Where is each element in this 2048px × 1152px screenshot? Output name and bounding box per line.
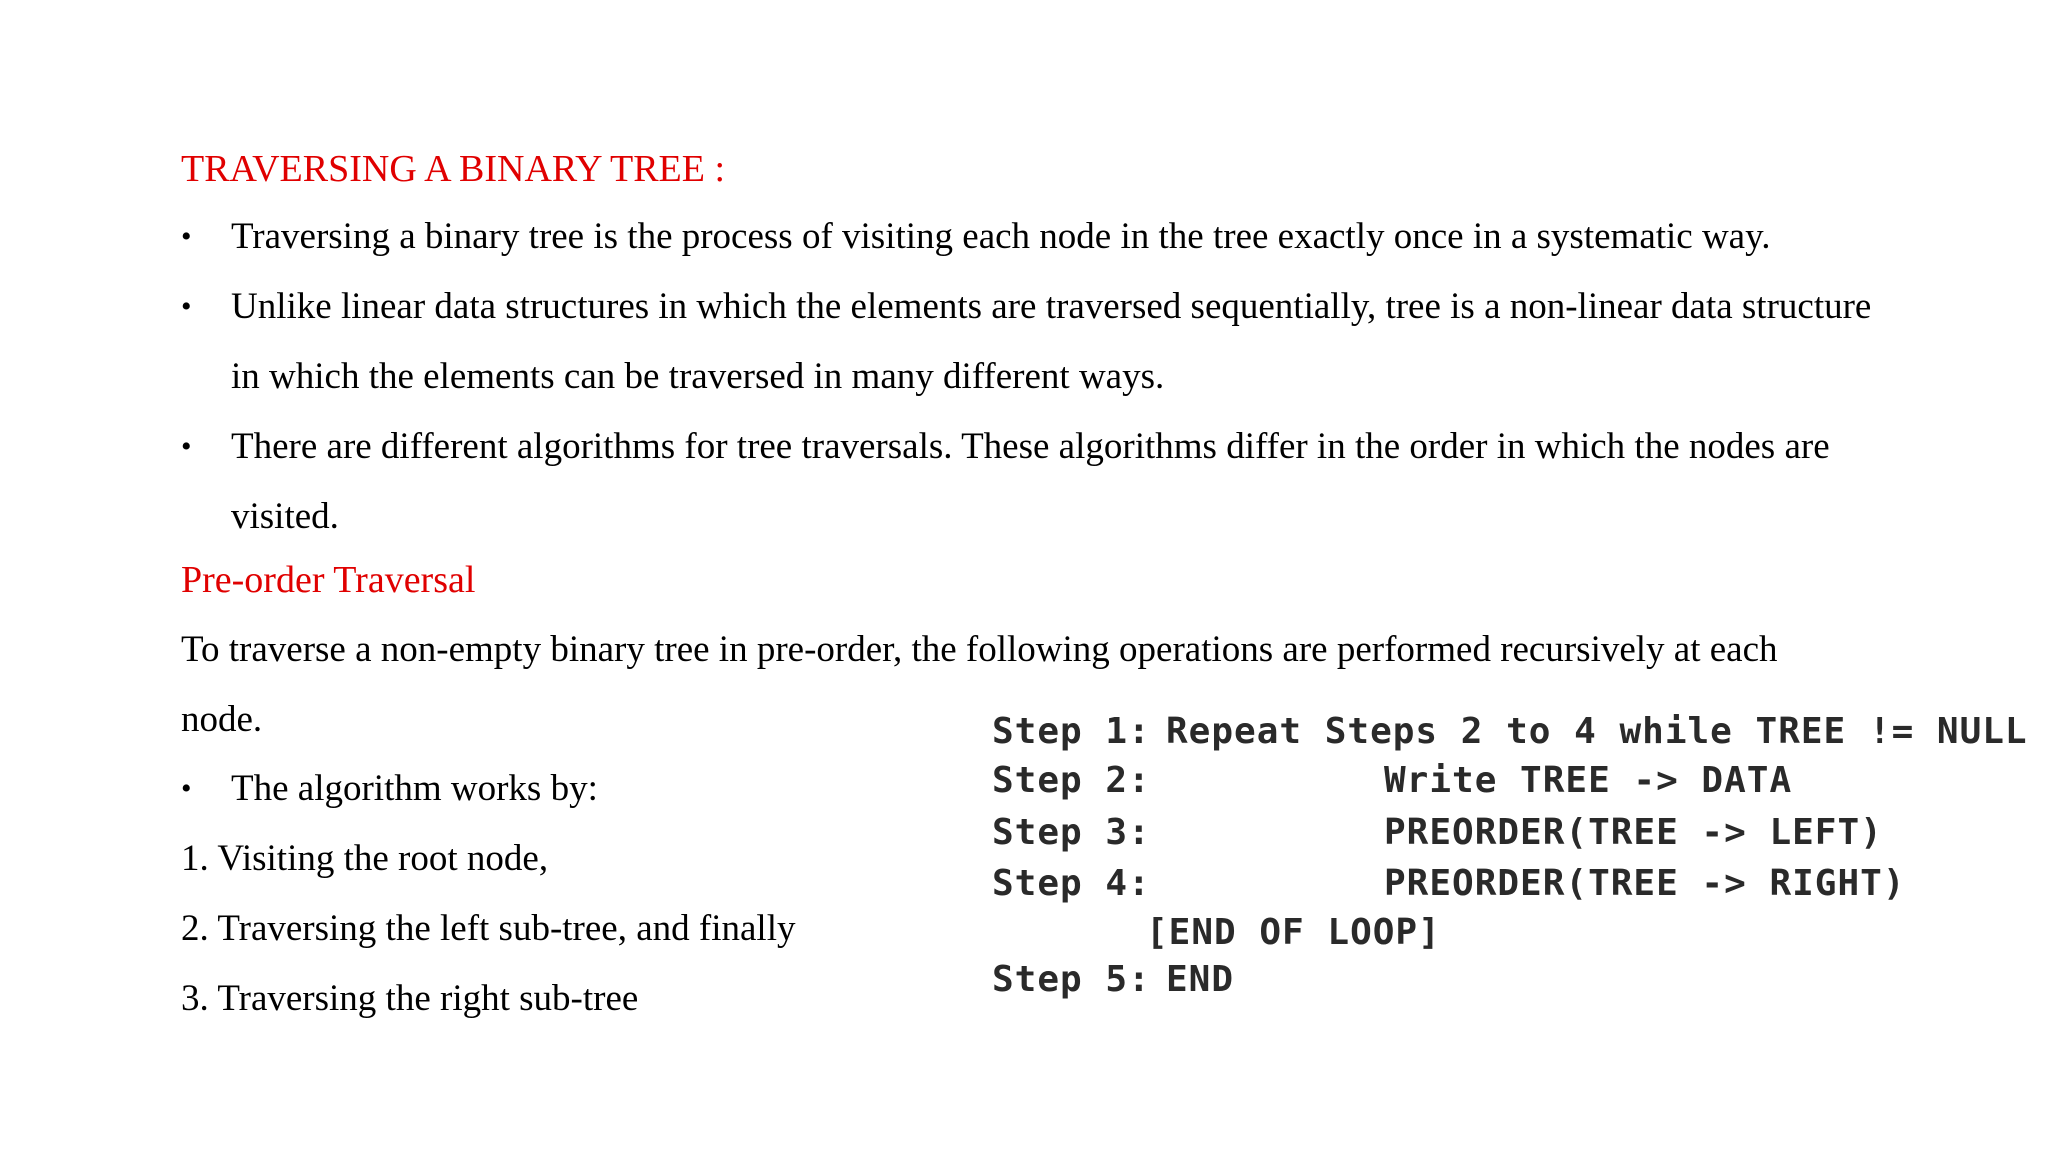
works-by-bullet: The algorithm works by:	[231, 768, 598, 809]
section-subheading: Pre-order Traversal	[181, 559, 476, 601]
algo-step5-label: Step 5:	[992, 959, 1151, 1000]
algo-step1-text: Repeat Steps 2 to 4 while TREE != NULL	[1166, 711, 2028, 752]
bullet-1-line-1: Traversing a binary tree is the process of visiting each node in the tree exactly once in a systematic way.	[231, 216, 1771, 257]
algo-step4-text: PREORDER(TREE -> RIGHT)	[1384, 863, 1906, 904]
bullet-2-line-2: in which the elements can be traversed in many different ways.	[231, 356, 1165, 397]
bullet-3-line-2: visited.	[231, 496, 339, 537]
bullet-2-line-1: Unlike linear data structures in which the elements are traversed sequentially, tree is a non-linear data structure	[231, 286, 1872, 327]
algo-step2-label: Step 2:	[992, 760, 1151, 801]
step-item-3: 3. Traversing the right sub-tree	[181, 978, 639, 1019]
bullet-3-line-1: There are different algorithms for tree traversals. These algorithms differ in the order in which the nodes are	[231, 426, 1830, 467]
slide-title: TRAVERSING A BINARY TREE :	[181, 148, 726, 190]
algo-loop-end: [END OF LOOP]	[1146, 912, 1441, 953]
bullet-icon: •	[181, 772, 192, 805]
algo-step2-text: Write TREE -> DATA	[1384, 760, 1793, 801]
bullet-icon: •	[181, 430, 192, 463]
algo-step5-text: END	[1166, 959, 1235, 1000]
algo-step3-text: PREORDER(TREE -> LEFT)	[1384, 812, 1883, 853]
algo-step4-label: Step 4:	[992, 863, 1151, 904]
preorder-algorithm	[980, 700, 2028, 1020]
algo-step3-label: Step 3:	[992, 812, 1151, 853]
step-item-2: 2. Traversing the left sub-tree, and finally	[181, 908, 796, 949]
bullet-icon: •	[181, 290, 192, 323]
step-item-1: 1. Visiting the root node,	[181, 838, 549, 879]
bullet-icon: •	[181, 220, 192, 253]
algo-step1-label: Step 1:	[992, 711, 1151, 752]
intro-line-2: node.	[181, 699, 263, 740]
intro-line-1: To traverse a non-empty binary tree in pre-order, the following operations are performed recursively at each	[181, 629, 1778, 670]
